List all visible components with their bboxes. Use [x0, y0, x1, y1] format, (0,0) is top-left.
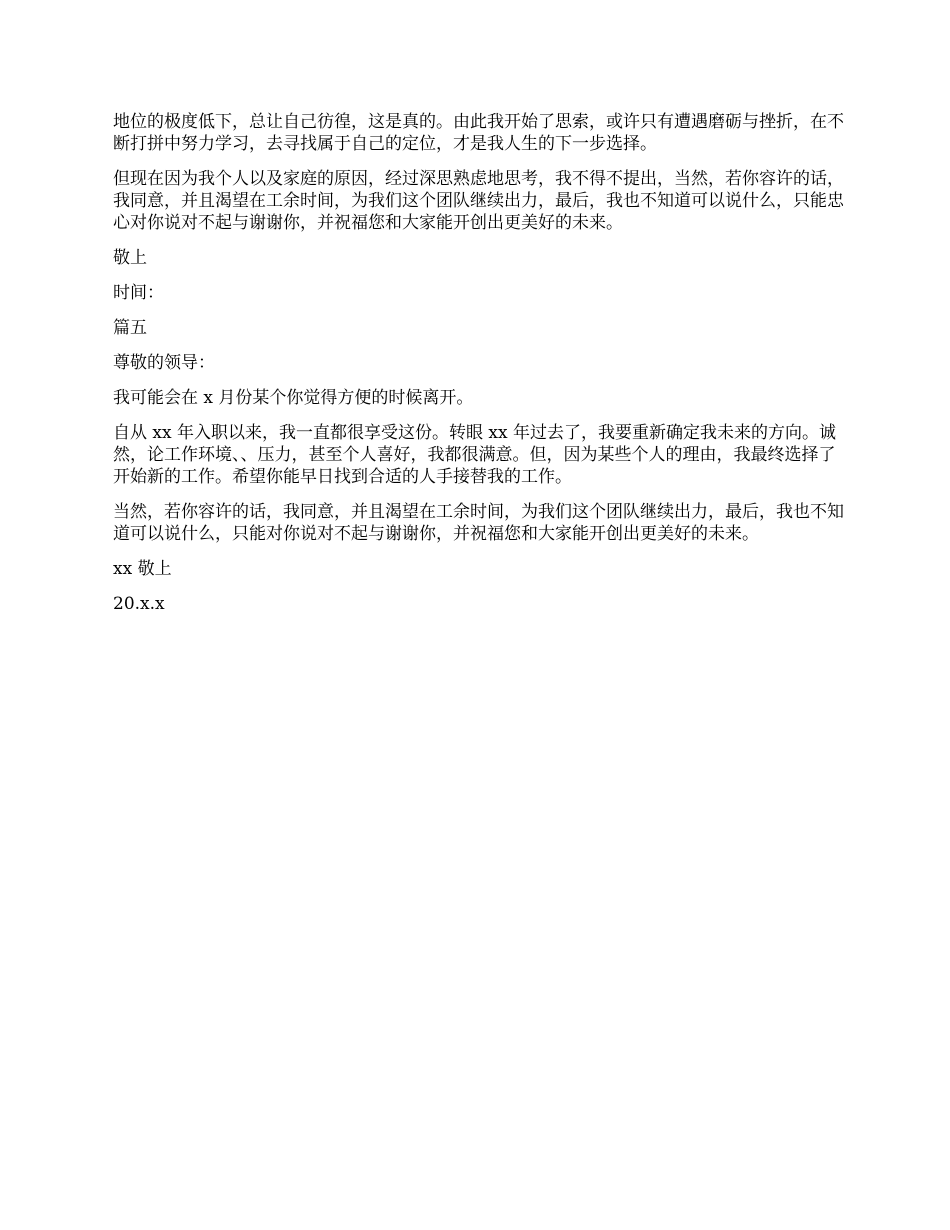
paragraph-resignation-reason: 但现在因为我个人以及家庭的原因，经过深思熟虑地思考，我不得不提出，当然，若你容许的话，我同意，并且渴望在工余时间，为我们这个团队继续出力，最后，我也不知道可以说什么，只能忠心对你说对不起与谢谢你，并祝福您和大家能开创出更美好的未来。 — [113, 169, 844, 233]
date-label: 时间： — [113, 283, 164, 303]
paragraph-employment-history: 自从 xx 年入职以来，我一直都很享受这份。转眼 xx 年过去了，我要重新确定我未来的方向。诚然，论工作环境、、压力，甚至个人喜好，我都很满意。但，因为某些个人的理由，我最终选择了开始新的工作。希望你能早日找到合适的人手接替我的工作。 — [113, 423, 836, 487]
closing-salutation: 敬上 — [113, 248, 147, 268]
paragraph-reflection: 地位的极度低下，总让自己彷徨，这是真的。由此我开始了思索，或许只有遭遇磨砺与挫折，在不断打拼中努力学习，去寻找属于自己的定位，才是我人生的下一步选择。 — [113, 112, 844, 154]
letter-date: 20.x.x — [113, 594, 165, 614]
signature: xx 敬上 — [113, 559, 172, 579]
paragraph-closing-wishes: 当然，若你容许的话，我同意，并且渴望在工余时间，为我们这个团队继续出力，最后，我也不知道可以说什么，只能对你说对不起与谢谢你，并祝福您和大家能开创出更美好的未来。 — [113, 502, 844, 544]
greeting: 尊敬的领导： — [113, 353, 215, 373]
section-heading: 篇五 — [113, 318, 147, 338]
paragraph-leave-notice: 我可能会在 x 月份某个你觉得方便的时候离开。 — [113, 388, 474, 408]
